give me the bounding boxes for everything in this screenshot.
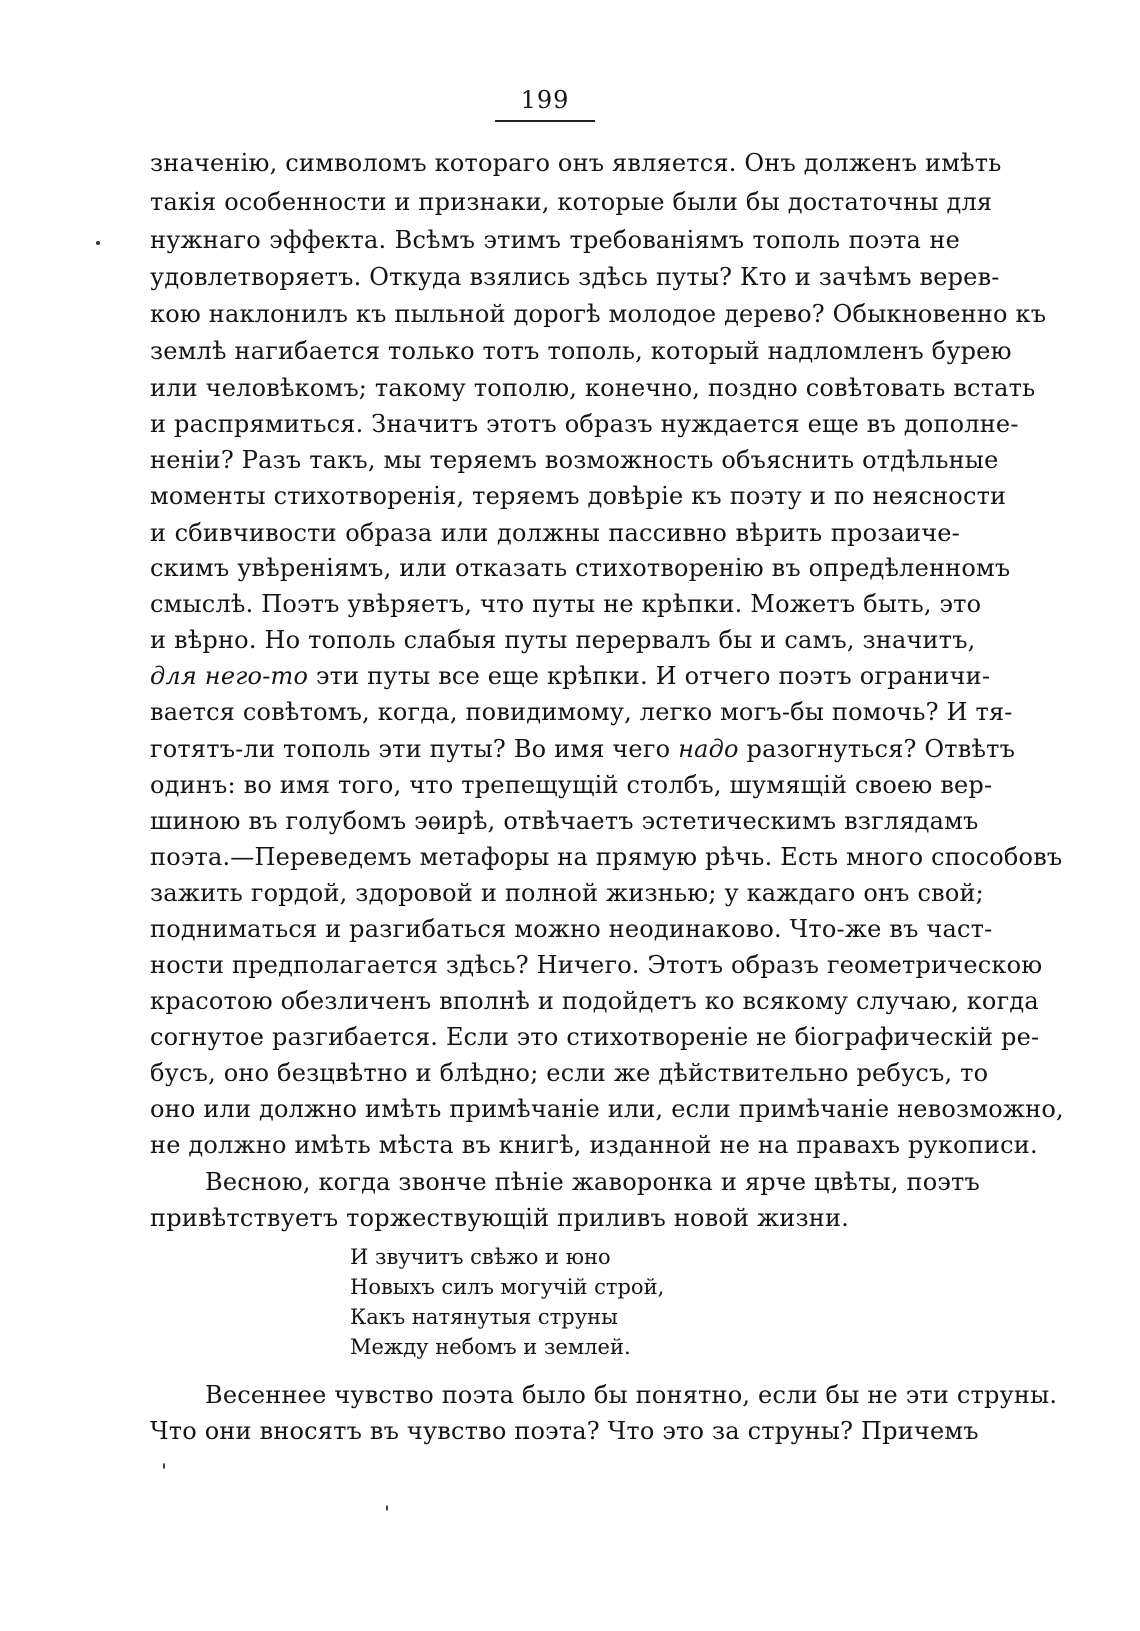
text-line: скимъ увѣреніямъ, или отказать стихотворенію въ опредѣленномъ [150,554,1011,582]
text-fragment: готятъ-ли тополь эти путы? Во имя чего [150,735,679,763]
text-fragment: эти путы все еще крѣпки. И отчего поэтъ ограничи- [308,662,991,690]
text-line: ности предполагается здѣсь? Ничего. Этотъ образъ геометрическою [150,951,1043,979]
page-number: 199 [520,86,570,114]
text-line: зажить гордой, здоровой и полной жизнью; у каждаго онъ свой; [150,879,984,907]
text-line: значенію, символомъ котораго онъ является. Онъ долженъ имѣть [150,149,1002,177]
print-speck [386,1505,388,1511]
text-line: оно или должно имѣть примѣчаніе или, если примѣчаніе невозможно, [150,1095,1064,1123]
text-line: красотою обезличенъ вполнѣ и подойдетъ ко всякому случаю, когда [150,987,1039,1015]
text-line [150,661,991,691]
text-fragment: разогнуться? Отвѣтъ [738,735,1016,763]
text-line: одинъ: во имя того, что трепещущій столбъ, шумящій своею вер- [150,771,993,799]
text-line: удовлетворяетъ. Откуда взялись здѣсь путы? Кто и зачѣмъ верев- [150,263,1000,291]
text-line: поэта.—Переведемъ метафоры на прямую рѣчь. Есть много способовъ [150,843,1063,871]
text-line: нужнаго эффекта. Всѣмъ этимъ требованіямъ тополь поэта не [150,226,960,254]
text-line: шиною въ голубомъ эѳирѣ, отвѣчаетъ эстетическимъ взглядамъ [150,807,979,835]
text-line: вается совѣтомъ, когда, повидимому, легко могъ-бы помочь? И тя- [150,698,1013,726]
text-line: согнутое разгибается. Если это стихотвореніе не біографическій ре- [150,1023,1040,1051]
text-line: и вѣрно. Но тополь слабыя путы перервалъ бы и самъ, значитъ, [150,626,976,654]
text-line: Весеннее чувство поэта было бы понятно, если бы не эти струны. [205,1381,1058,1409]
text-line: землѣ нагибается только тотъ тополь, который надломленъ бурею [150,337,1012,365]
text-line: или человѣкомъ; такому тополю, конечно, поздно совѣтовать встать [150,374,1036,402]
text-line: подниматься и разгибаться можно неодинаково. Что-же въ част- [150,915,993,943]
text-line: кою наклонилъ къ пыльной дорогѣ молодое дерево? Обыкновенно къ [150,300,1047,328]
verse-line: Новыхъ силъ могучій строй, [350,1275,665,1299]
verse-line: Между небомъ и землей. [350,1335,631,1359]
text-line: моменты стихотворенія, теряемъ довѣріе къ поэту и по неясности [150,482,1007,510]
text-line: и распрямиться. Значитъ этотъ образъ нуждается еще въ дополне- [150,410,1019,438]
text-line: Весною, когда звонче пѣніе жаворонка и ярче цвѣты, поэтъ [205,1168,980,1196]
text-line: неніи? Разъ такъ, мы теряемъ возможность объяснить отдѣльные [150,446,999,474]
text-line: и сбивчивости образа или должны пассивно вѣрить прозаиче- [150,519,960,547]
verse-line: Какъ натянутыя струны [350,1305,618,1329]
text-line [150,734,1016,764]
text-line: не должно имѣть мѣста въ книгѣ, изданной не на правахъ рукописи. [150,1131,1038,1159]
header-rule [495,120,595,122]
emphasis-text: надо [678,735,739,763]
text-line: бусъ, оно безцвѣтно и блѣдно; если же дѣйствительно ребусъ, то [150,1059,989,1087]
text-line: привѣтствуетъ торжествующій приливъ новой жизни. [150,1204,850,1232]
text-line: такія особенности и признаки, которые были бы достаточны для [150,188,993,216]
text-line: смыслѣ. Поэтъ увѣряетъ, что путы не крѣпки. Можетъ быть, это [150,590,982,618]
print-speck [163,1463,165,1469]
verse-line: И звучитъ свѣжо и юно [350,1245,611,1269]
emphasis-text: для него-то [150,662,309,690]
text-line: Что они вносятъ въ чувство поэта? Что это за струны? Причемъ [150,1417,979,1445]
print-speck [96,241,100,245]
